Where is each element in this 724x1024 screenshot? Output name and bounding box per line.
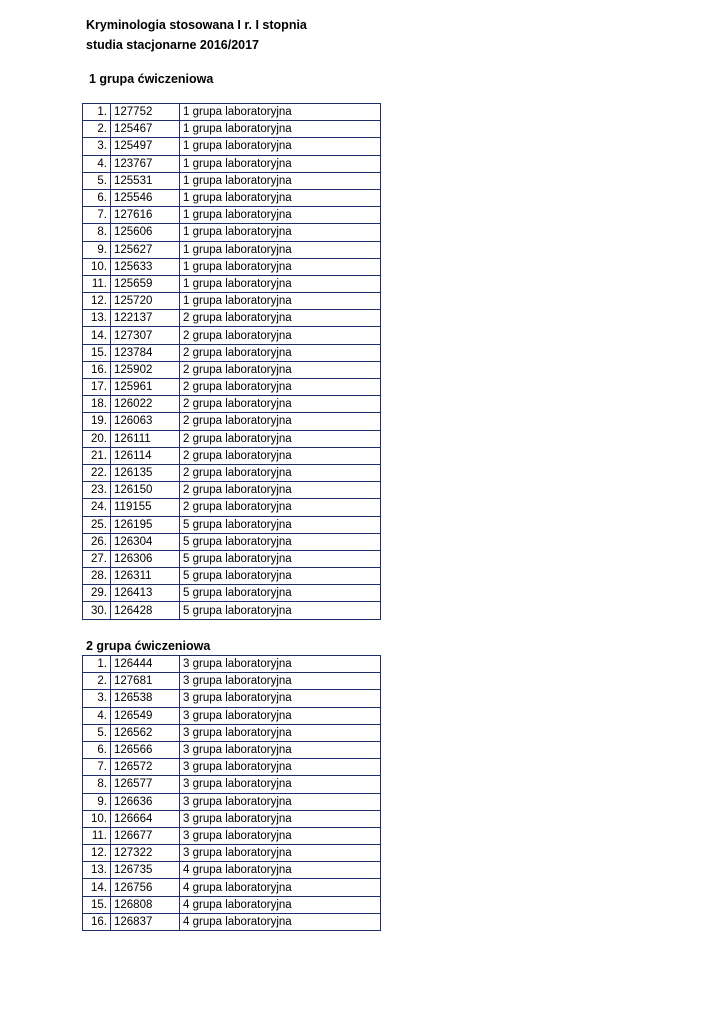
student-id-cell: 126808 [111,896,180,913]
lab-group-cell: 2 grupa laboratoryjna [180,379,381,396]
lab-group-cell: 5 grupa laboratoryjna [180,602,381,619]
row-number-cell: 17. [83,379,111,396]
row-number-cell: 6. [83,189,111,206]
row-number-cell: 14. [83,327,111,344]
row-number-cell: 26. [83,533,111,550]
student-id-cell: 126566 [111,741,180,758]
student-id-cell: 126304 [111,533,180,550]
row-number-cell: 6. [83,741,111,758]
table-row [83,827,381,844]
table-row [83,138,381,155]
table-row [83,499,381,516]
lab-group-cell: 4 grupa laboratoryjna [180,896,381,913]
student-id-cell: 126636 [111,793,180,810]
row-number-cell: 18. [83,396,111,413]
student-id-cell: 125606 [111,224,180,241]
lab-group-cell: 2 grupa laboratoryjna [180,327,381,344]
row-number-cell: 13. [83,862,111,879]
table-row [83,602,381,619]
table-row [83,550,381,567]
row-number-cell: 20. [83,430,111,447]
student-id-cell: 125720 [111,293,180,310]
table-row [83,344,381,361]
row-number-cell: 15. [83,896,111,913]
table-row [83,793,381,810]
student-id-cell: 126022 [111,396,180,413]
table-row [83,447,381,464]
row-number-cell: 24. [83,499,111,516]
row-number-cell: 4. [83,155,111,172]
row-number-cell: 22. [83,464,111,481]
student-id-cell: 125531 [111,172,180,189]
student-id-cell: 127616 [111,207,180,224]
row-number-cell: 21. [83,447,111,464]
lab-group-cell: 3 grupa laboratoryjna [180,810,381,827]
lab-group-cell: 2 grupa laboratoryjna [180,447,381,464]
student-id-cell: 126413 [111,585,180,602]
row-number-cell: 30. [83,602,111,619]
student-id-cell: 125961 [111,379,180,396]
student-id-cell: 126562 [111,724,180,741]
lab-group-cell: 4 grupa laboratoryjna [180,913,381,930]
student-id-cell: 123784 [111,344,180,361]
student-id-cell: 127752 [111,104,180,121]
document-title-line-1: Kryminologia stosowana I r. I stopnia [86,18,307,32]
lab-group-cell: 5 grupa laboratoryjna [180,568,381,585]
table-row [83,482,381,499]
row-number-cell: 8. [83,224,111,241]
student-id-cell: 126306 [111,550,180,567]
lab-group-cell: 3 grupa laboratoryjna [180,845,381,862]
lab-group-cell: 3 grupa laboratoryjna [180,793,381,810]
lab-group-cell: 2 grupa laboratoryjna [180,482,381,499]
student-id-cell: 125467 [111,121,180,138]
lab-group-cell: 3 grupa laboratoryjna [180,707,381,724]
table-row [83,741,381,758]
row-number-cell: 5. [83,724,111,741]
student-id-cell: 126111 [111,430,180,447]
row-number-cell: 13. [83,310,111,327]
table-row [83,896,381,913]
student-id-cell: 126572 [111,759,180,776]
lab-group-cell: 1 grupa laboratoryjna [180,293,381,310]
student-id-cell: 126114 [111,447,180,464]
row-number-cell: 25. [83,516,111,533]
table-row [83,361,381,378]
row-number-cell: 12. [83,845,111,862]
lab-group-cell: 1 grupa laboratoryjna [180,241,381,258]
student-id-cell: 126135 [111,464,180,481]
student-id-cell: 127307 [111,327,180,344]
lab-group-cell: 1 grupa laboratoryjna [180,155,381,172]
row-number-cell: 2. [83,673,111,690]
row-number-cell: 16. [83,913,111,930]
student-id-cell: 125633 [111,258,180,275]
group-1-table [82,103,381,620]
table-row [83,862,381,879]
lab-group-cell: 2 grupa laboratoryjna [180,499,381,516]
lab-group-cell: 5 grupa laboratoryjna [180,533,381,550]
student-id-cell: 126677 [111,827,180,844]
lab-group-cell: 1 grupa laboratoryjna [180,207,381,224]
student-id-cell: 127322 [111,845,180,862]
row-number-cell: 9. [83,793,111,810]
student-id-cell: 126195 [111,516,180,533]
table-row [83,585,381,602]
student-id-cell: 126837 [111,913,180,930]
table-row [83,430,381,447]
row-number-cell: 7. [83,207,111,224]
row-number-cell: 10. [83,810,111,827]
row-number-cell: 1. [83,656,111,673]
row-number-cell: 29. [83,585,111,602]
table-row [83,810,381,827]
lab-group-cell: 1 grupa laboratoryjna [180,275,381,292]
lab-group-cell: 1 grupa laboratoryjna [180,121,381,138]
row-number-cell: 11. [83,827,111,844]
table-row [83,656,381,673]
row-number-cell: 15. [83,344,111,361]
table-row [83,155,381,172]
table-row [83,327,381,344]
table-row [83,516,381,533]
student-id-cell: 119155 [111,499,180,516]
table-row [83,568,381,585]
row-number-cell: 16. [83,361,111,378]
row-number-cell: 3. [83,690,111,707]
student-id-cell: 125546 [111,189,180,206]
lab-group-cell: 1 grupa laboratoryjna [180,138,381,155]
table-row [83,241,381,258]
lab-group-cell: 3 grupa laboratoryjna [180,673,381,690]
row-number-cell: 11. [83,275,111,292]
table-row [83,189,381,206]
student-id-cell: 126311 [111,568,180,585]
table-row [83,396,381,413]
lab-group-cell: 4 grupa laboratoryjna [180,862,381,879]
table-row [83,533,381,550]
lab-group-cell: 2 grupa laboratoryjna [180,430,381,447]
lab-group-cell: 3 grupa laboratoryjna [180,656,381,673]
table-row [83,913,381,930]
row-number-cell: 2. [83,121,111,138]
group-1-table-body [83,104,381,620]
table-row [83,121,381,138]
row-number-cell: 9. [83,241,111,258]
table-row [83,673,381,690]
lab-group-cell: 5 grupa laboratoryjna [180,585,381,602]
student-id-cell: 125902 [111,361,180,378]
lab-group-cell: 2 grupa laboratoryjna [180,344,381,361]
lab-group-cell: 2 grupa laboratoryjna [180,361,381,378]
student-id-cell: 126549 [111,707,180,724]
lab-group-cell: 3 grupa laboratoryjna [180,776,381,793]
lab-group-cell: 2 grupa laboratoryjna [180,464,381,481]
lab-group-cell: 2 grupa laboratoryjna [180,396,381,413]
table-row [83,104,381,121]
lab-group-cell: 1 grupa laboratoryjna [180,172,381,189]
lab-group-cell: 1 grupa laboratoryjna [180,104,381,121]
table-row [83,224,381,241]
table-row [83,759,381,776]
student-id-cell: 125627 [111,241,180,258]
student-id-cell: 126150 [111,482,180,499]
row-number-cell: 19. [83,413,111,430]
student-id-cell: 126756 [111,879,180,896]
table-row [83,172,381,189]
lab-group-cell: 1 grupa laboratoryjna [180,189,381,206]
lab-group-cell: 4 grupa laboratoryjna [180,879,381,896]
student-id-cell: 122137 [111,310,180,327]
lab-group-cell: 3 grupa laboratoryjna [180,690,381,707]
lab-group-cell: 3 grupa laboratoryjna [180,827,381,844]
group-2-table [82,655,381,931]
student-id-cell: 123767 [111,155,180,172]
group-2-heading: 2 grupa ćwiczeniowa [86,639,211,653]
row-number-cell: 27. [83,550,111,567]
row-number-cell: 23. [83,482,111,499]
group-2-table-body [83,656,381,931]
row-number-cell: 10. [83,258,111,275]
student-id-cell: 126664 [111,810,180,827]
lab-group-cell: 5 grupa laboratoryjna [180,550,381,567]
lab-group-cell: 3 grupa laboratoryjna [180,741,381,758]
table-row [83,310,381,327]
row-number-cell: 28. [83,568,111,585]
table-row [83,707,381,724]
table-row [83,776,381,793]
lab-group-cell: 2 grupa laboratoryjna [180,413,381,430]
student-id-cell: 126538 [111,690,180,707]
student-id-cell: 127681 [111,673,180,690]
document-title-line-2: studia stacjonarne 2016/2017 [86,38,260,52]
lab-group-cell: 1 grupa laboratoryjna [180,258,381,275]
lab-group-cell: 3 grupa laboratoryjna [180,724,381,741]
row-number-cell: 4. [83,707,111,724]
table-row [83,690,381,707]
row-number-cell: 12. [83,293,111,310]
table-row [83,845,381,862]
student-id-cell: 126577 [111,776,180,793]
row-number-cell: 5. [83,172,111,189]
table-row [83,464,381,481]
student-id-cell: 126428 [111,602,180,619]
table-row [83,293,381,310]
student-id-cell: 126063 [111,413,180,430]
table-row [83,207,381,224]
table-row [83,379,381,396]
lab-group-cell: 1 grupa laboratoryjna [180,224,381,241]
row-number-cell: 7. [83,759,111,776]
row-number-cell: 14. [83,879,111,896]
student-id-cell: 125497 [111,138,180,155]
student-id-cell: 125659 [111,275,180,292]
table-row [83,724,381,741]
row-number-cell: 3. [83,138,111,155]
table-row [83,275,381,292]
row-number-cell: 8. [83,776,111,793]
lab-group-cell: 5 grupa laboratoryjna [180,516,381,533]
table-row [83,258,381,275]
group-1-heading: 1 grupa ćwiczeniowa [89,72,214,86]
row-number-cell: 1. [83,104,111,121]
table-row [83,879,381,896]
student-id-cell: 126735 [111,862,180,879]
table-row [83,413,381,430]
lab-group-cell: 2 grupa laboratoryjna [180,310,381,327]
student-id-cell: 126444 [111,656,180,673]
lab-group-cell: 3 grupa laboratoryjna [180,759,381,776]
